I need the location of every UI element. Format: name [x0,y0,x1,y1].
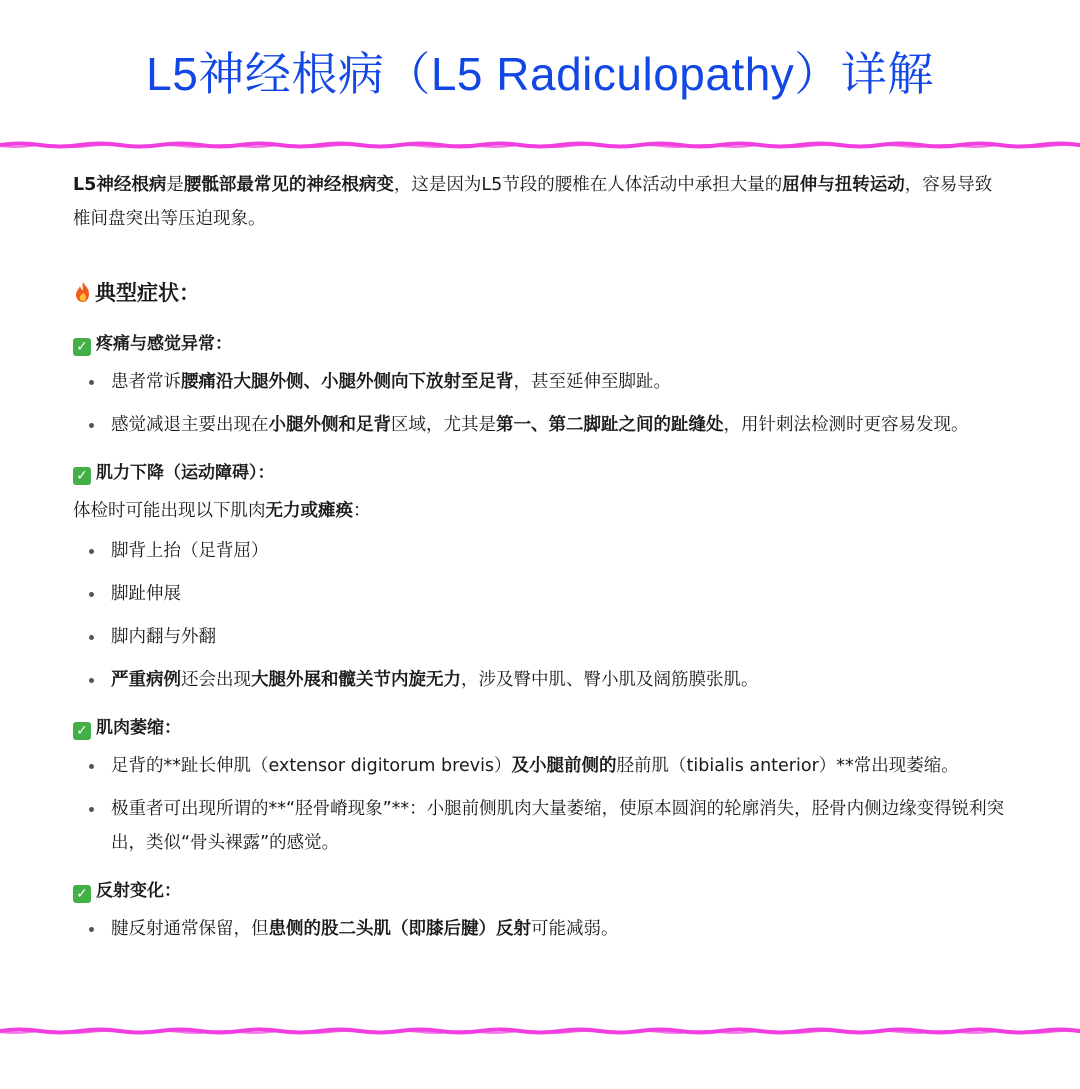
intro-bold: 腰骶部最常见的神经根病变 [183,175,394,195]
list-bold: 腰痛沿大腿外侧、小腿外侧向下放射至足背 [181,372,514,392]
list-item: 脚背上抬（足背屈） [73,534,1008,568]
intro-bold: L5神经根病 [73,175,167,195]
page-title: L5神经根病（L5 Radiculopathy）详解 [146,48,934,100]
list-item [73,663,1008,697]
pain-list [73,365,1008,442]
list-text: ，用针刺法检测时更容易发现。 [723,415,969,435]
check-icon: ✓ [73,722,91,740]
subheading-label: 反射变化： [96,881,181,901]
subheading-label: 肌力下降（运动障碍）： [96,463,275,483]
list-text: 还会出现 [181,670,251,690]
list-text: 感觉减退主要出现在 [111,415,269,435]
list-item: 脚内翻与外翻 [73,620,1008,654]
list-bold: 及小腿前侧的 [511,756,617,776]
list-item: 极重者可出现所谓的**“胫骨嵴现象”**：小腿前侧肌肉大量萎缩，使原本圆润的轮廓消失，胫骨内侧边缘变得锐利突出，类似“骨头裸露”的感觉。 [73,792,1008,860]
intro-paragraph [73,168,1008,236]
list-item [73,408,1008,442]
list-text: 腱反射通常保留，但 [111,919,269,939]
check-icon: ✓ [73,885,91,903]
list-item [73,912,1008,946]
subheading-label: 疼痛与感觉异常： [96,334,232,354]
list-item: 脚趾伸展 [73,577,1008,611]
article-body [73,168,1008,955]
section-title: 典型症状： [95,281,200,305]
list-text: 患者常诉 [111,372,181,392]
subheading-pain [73,327,1008,361]
list-text: ，涉及臀中肌、臀小肌及阔筋膜张肌。 [461,670,759,690]
section-heading-symptoms [73,276,1008,313]
plain-text: ： [353,501,371,521]
weakness-list [73,534,1008,697]
list-item [73,365,1008,399]
check-icon: ✓ [73,467,91,485]
intro-text: ，容易导致椎间盘突出等压迫现象。 [73,175,993,229]
list-text: ，甚至延伸至脚趾。 [513,372,671,392]
list-text: 可能减弱。 [531,919,619,939]
list-bold: 严重病例 [111,670,181,690]
list-bold: 小腿外侧和足背 [268,415,391,435]
plain-text: 体检时可能出现以下肌肉 [73,501,266,521]
subheading-reflex [73,874,1008,908]
list-text: 区域，尤其是 [391,415,496,435]
list-bold: 大腿外展和髋关节内旋无力 [251,670,461,690]
subheading-label: 肌肉萎缩： [96,718,181,738]
list-bold: 患侧的股二头肌（即膝后腱）反射 [268,919,531,939]
plain-bold: 无力或瘫痪 [265,501,353,521]
intro-text: ，这是因为L5节段的腰椎在人体活动中承担大量的 [393,175,783,195]
weakness-intro [73,494,1008,528]
fire-icon [73,279,93,313]
bottom-divider [0,1026,1080,1036]
atrophy-list [73,749,1008,860]
list-bold: 第一、第二脚趾之间的趾缝处 [496,415,724,435]
intro-bold: 屈伸与扭转运动 [782,175,905,195]
top-divider [0,140,1080,150]
list-text: 胫前肌（tibialis anterior）**常出现萎缩。 [616,756,959,776]
reflex-list [73,912,1008,946]
list-text: 足背的**趾长伸肌（extensor digitorum brevis） [111,756,512,776]
subheading-weakness [73,456,1008,490]
check-icon: ✓ [73,338,91,356]
subheading-atrophy [73,711,1008,745]
intro-text: 是 [166,175,184,195]
list-item [73,749,1008,783]
